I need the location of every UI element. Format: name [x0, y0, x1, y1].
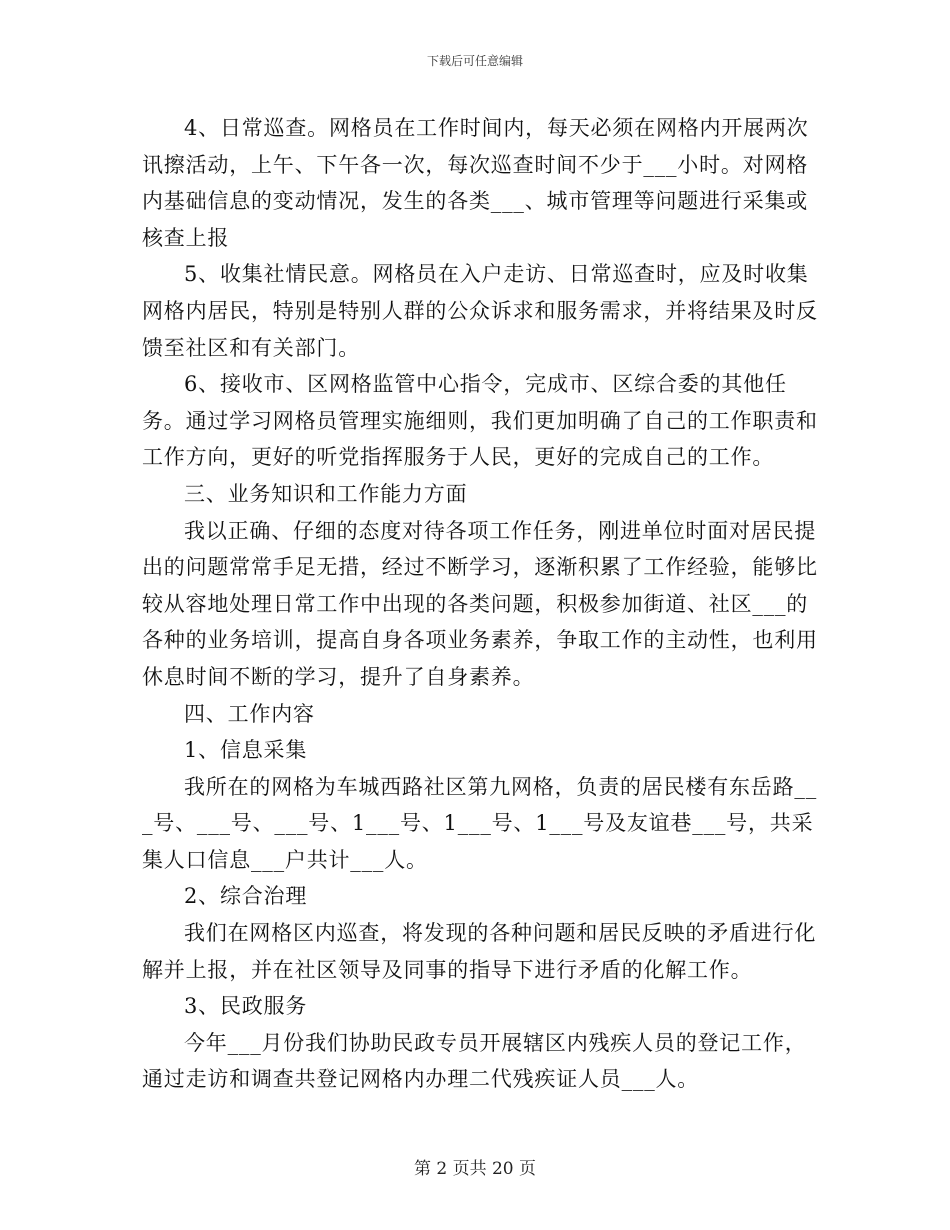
- section-heading-business-knowledge: 三、业务知识和工作能力方面: [184, 481, 468, 506]
- paragraph-business-knowledge: 我以正确、仔细的态度对待各项工作任务，刚进单位时面对居民提出的问题常常手足无措，经过不断学习，逐渐积累了工作经验，能够比较从容地处理日常工作中出现的各类问题，积极参加街道、社区___的各种的业务培训，提高自身各项业务素养，争取工作的主动性，也利用休息时间不断的学习，提升了自身素养。: [142, 518, 818, 689]
- paragraph-comprehensive-governance: 我们在网格区内巡查，将发现的各种问题和居民反映的矛盾进行化解并上报，并在社区领导及同事的指导下进行矛盾的化解工作。: [142, 921, 817, 982]
- paragraph-daily-patrol: 4、日常巡查。网格员在工作时间内，每天必须在网格内开展两次讯擦活动，上午、下午各一次，每次巡查时间不少于___小时。对网格内基础信息的变动情况，发生的各类___、城市管理等问题进行采集或核查上报: [142, 116, 809, 250]
- paragraph-info-collection: 我所在的网格为车城西路社区第九网格，负责的居民楼有东岳路___号、___号、___号、1___号、1___号、1___号及友谊巷___号，共采集人口信息___户共计___人。: [142, 774, 817, 872]
- subheading-civil-affairs: 3、民政服务: [184, 994, 308, 1019]
- document-body: [142, 110, 822, 1098]
- page-footer: 第 2 页共 20 页: [413, 1159, 537, 1179]
- subheading-info-collection: 1、信息采集: [184, 738, 308, 763]
- paragraph-collect-opinions: 5、收集社情民意。网格员在入户走访、日常巡查时，应及时收集网格内居民，特别是特别人群的公众诉求和服务需求，并将结果及时反馈至社区和有关部门。: [142, 262, 818, 360]
- paragraph-receive-instructions: 6、接收市、区网格监管中心指令，完成市、区综合委的其他任务。通过学习网格员管理实施细则，我们更加明确了自己的工作职责和工作方向，更好的听党指挥服务于人民，更好的完成自己的工作。: [142, 372, 818, 470]
- section-heading-work-content: 四、工作内容: [184, 701, 315, 726]
- page-header: 下载后可任意编辑: [426, 54, 523, 68]
- subheading-comprehensive-governance: 2、综合治理: [184, 884, 308, 909]
- paragraph-civil-affairs: 今年___月份我们协助民政专员开展辖区内残疾人员的登记工作，通过走访和调查共登记网格内办理二代残疾证人员___人。: [142, 1030, 807, 1092]
